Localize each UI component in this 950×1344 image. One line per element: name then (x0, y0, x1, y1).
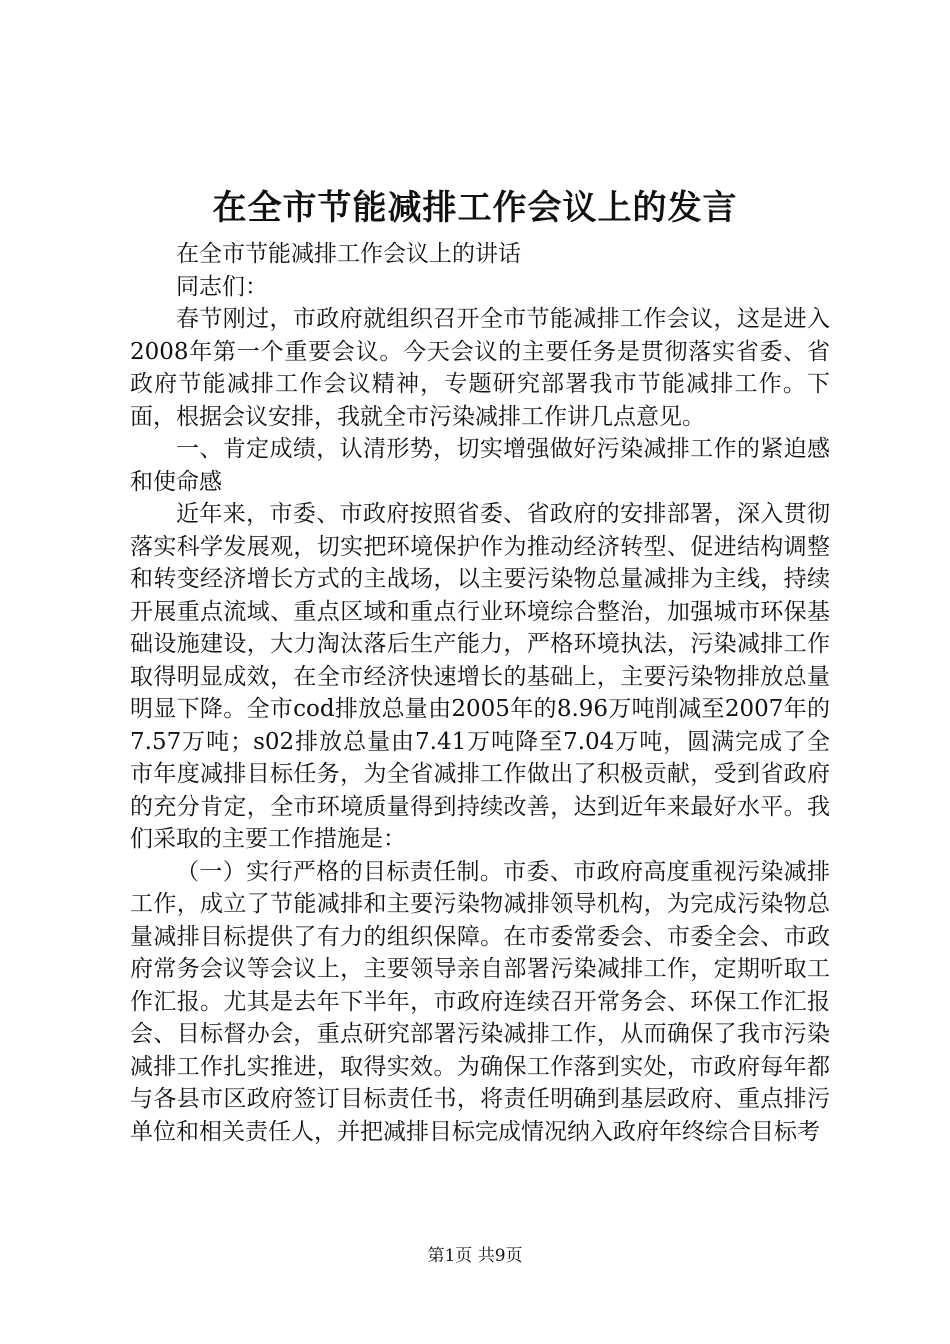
page-footer: 第1页 共9页 (427, 1246, 523, 1266)
paragraph-intro: 春节刚过，市政府就组织召开全市节能减排工作会议，这是进入2008年第一个重要会议。今天会议的主要任务是贯彻落实省委、省政府节能减排工作会议精神，专题研究部署我市节能减排工作。下面，根据会议安排，我就全市污染减排工作讲几点意见。 (130, 306, 830, 430)
paragraph-measure-1: （一）实行严格的目标责任制。市委、市政府高度重视污染减排工作，成立了节能减排和主要污染物减排领导机构，为完成污染物总量减排目标提供了有力的组织保障。在市委常委会、市委全会、市政府常务会议等会议上，主要领导亲自部署污染减排工作，定期听取工作汇报。尤其是去年下半年，市政府连续召开常务会、环保工作汇报会、目标督办会，重点研究部署污染减排工作，从而确保了我市污染减排工作扎实推进，取得实效。为确保工作落到实处，市政府每年都与各县市区政府签订目标责任书，将责任明确到基层政府、重点排污单位和相关责任人，并把减排目标完成情况纳入政府年终综合目标考 (130, 858, 830, 1145)
paragraph-achievements: 近年来，市委、市政府按照省委、省政府的安排部署，深入贯彻落实科学发展观，切实把环境保护作为推动经济转型、促进结构调整和转变经济增长方式的主战场，以主要污染物总量减排为主线，持续开展重点流域、重点区域和重点行业环境综合整治，加强城市环保基础设施建设，大力淘汰落后生产能力，严格环境执法，污染减排工作取得明显成效，在全市经济快速增长的基础上，主要污染物排放总量明显下降。全市cod排放总量由2005年的8.96万吨削减至2007年的7.57万吨；s02排放总量由7.41万吨降至7.04万吨，圆满完成了全市年度减排目标任务，为全省减排工作做出了积极贡献，受到省政府的充分肯定，全市环境质量得到持续改善，达到近年来最好水平。我们采取的主要工作措施是： (130, 501, 830, 852)
document-body (130, 238, 830, 1148)
section-heading-1: 一、肯定成绩，认清形势，切实增强做好污染减排工作的紧迫感和使命感 (130, 436, 830, 495)
document-title: 在全市节能减排工作会议上的发言 (212, 188, 738, 228)
speech-subtitle: 在全市节能减排工作会议上的讲话 (176, 241, 521, 267)
salutation: 同志们： (176, 273, 268, 300)
